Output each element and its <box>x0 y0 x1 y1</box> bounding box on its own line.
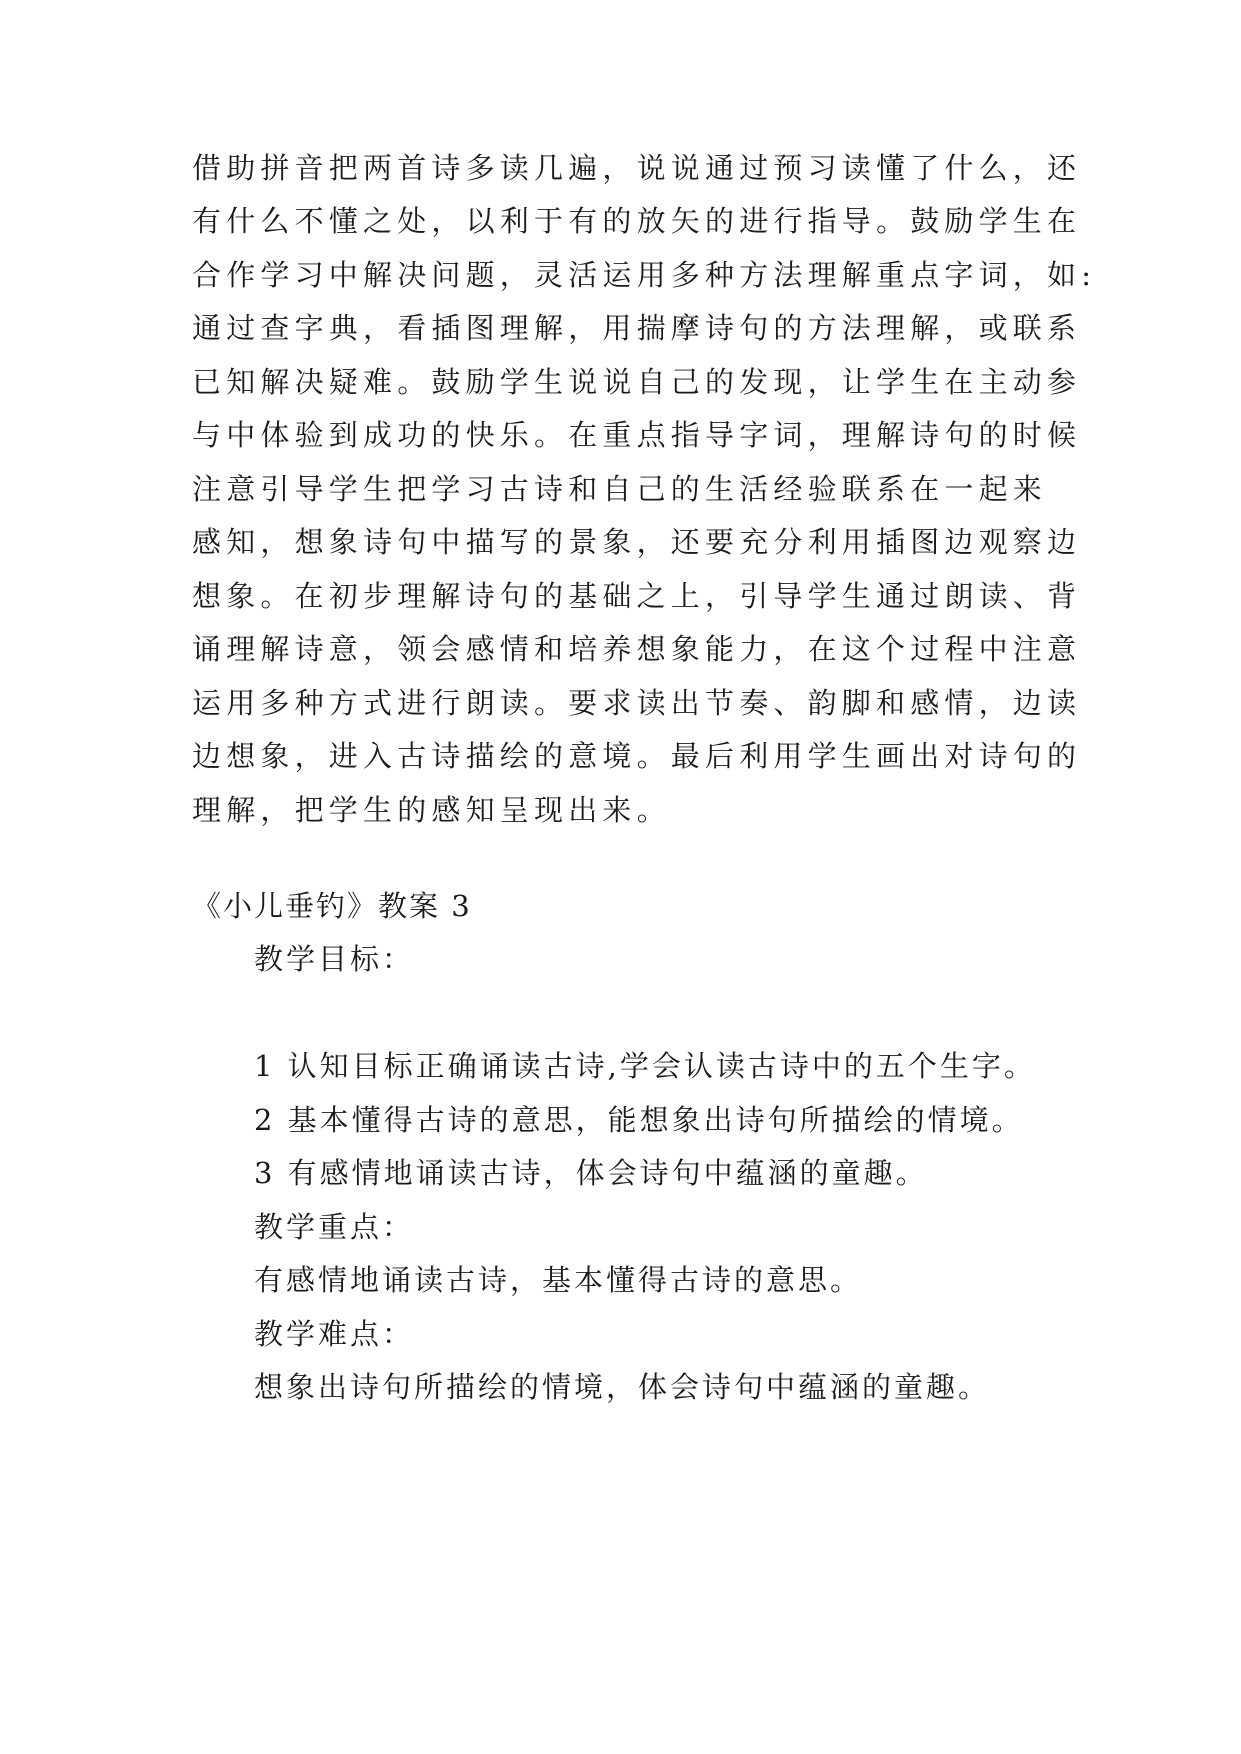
key-point-heading: 教学重点： <box>254 1210 415 1244</box>
paragraph-line: 感知，想象诗句中描写的景象，还要充分利用插图边观察边 <box>192 525 1082 559</box>
key-point-text: 有感情地诵读古诗，基本懂得古诗的意思。 <box>254 1263 863 1297</box>
goal-item: 2 基本懂得古诗的意思，能想象出诗句所描绘的情境。 <box>254 1103 1024 1137</box>
goal-item: 1 认知目标正确诵读古诗,学会认读古诗中的五个生字。 <box>254 1049 1036 1083</box>
difficulty-heading: 教学难点： <box>254 1317 415 1351</box>
difficulty-text: 想象出诗句所描绘的情境，体会诗句中蕴涵的童趣。 <box>254 1370 991 1404</box>
paragraph-line: 诵理解诗意，领会感情和培养想象能力，在这个过程中注意 <box>192 632 1082 666</box>
lesson-title: 《小儿垂钓》教案 3 <box>192 889 472 923</box>
paragraph-line: 想象。在初步理解诗句的基础之上，引导学生通过朗读、背 <box>192 579 1082 613</box>
paragraph-line: 注意引导学生把学习古诗和自己的生活经验联系在一起来 <box>192 472 1048 506</box>
paragraph-line: 合作学习中解决问题，灵活运用多种方法理解重点字词，如: <box>192 258 1097 292</box>
paragraph-line: 运用多种方式进行朗读。要求读出节奏、韵脚和感情，边读 <box>192 686 1082 720</box>
paragraph-line: 与中体验到成功的快乐。在重点指导字词，理解诗句的时候 <box>192 418 1082 452</box>
paragraph-line: 有什么不懂之处，以利于有的放矢的进行指导。鼓励学生在 <box>192 204 1082 238</box>
paragraph-line: 借助拼音把两首诗多读几遍，说说通过预习读懂了什么，还 <box>192 151 1082 185</box>
paragraph-line: 理解，把学生的感知呈现出来。 <box>192 793 671 827</box>
paragraph-line: 已知解决疑难。鼓励学生说说自己的发现，让学生在主动参 <box>192 365 1082 399</box>
paragraph-line: 边想象，进入古诗描绘的意境。最后利用学生画出对诗句的 <box>192 739 1082 773</box>
goals-heading: 教学目标： <box>254 942 415 976</box>
goal-item: 3 有感情地诵读古诗，体会诗句中蕴涵的童趣。 <box>254 1156 928 1190</box>
paragraph-line: 通过查字典，看插图理解，用揣摩诗句的方法理解，或联系 <box>192 311 1082 345</box>
